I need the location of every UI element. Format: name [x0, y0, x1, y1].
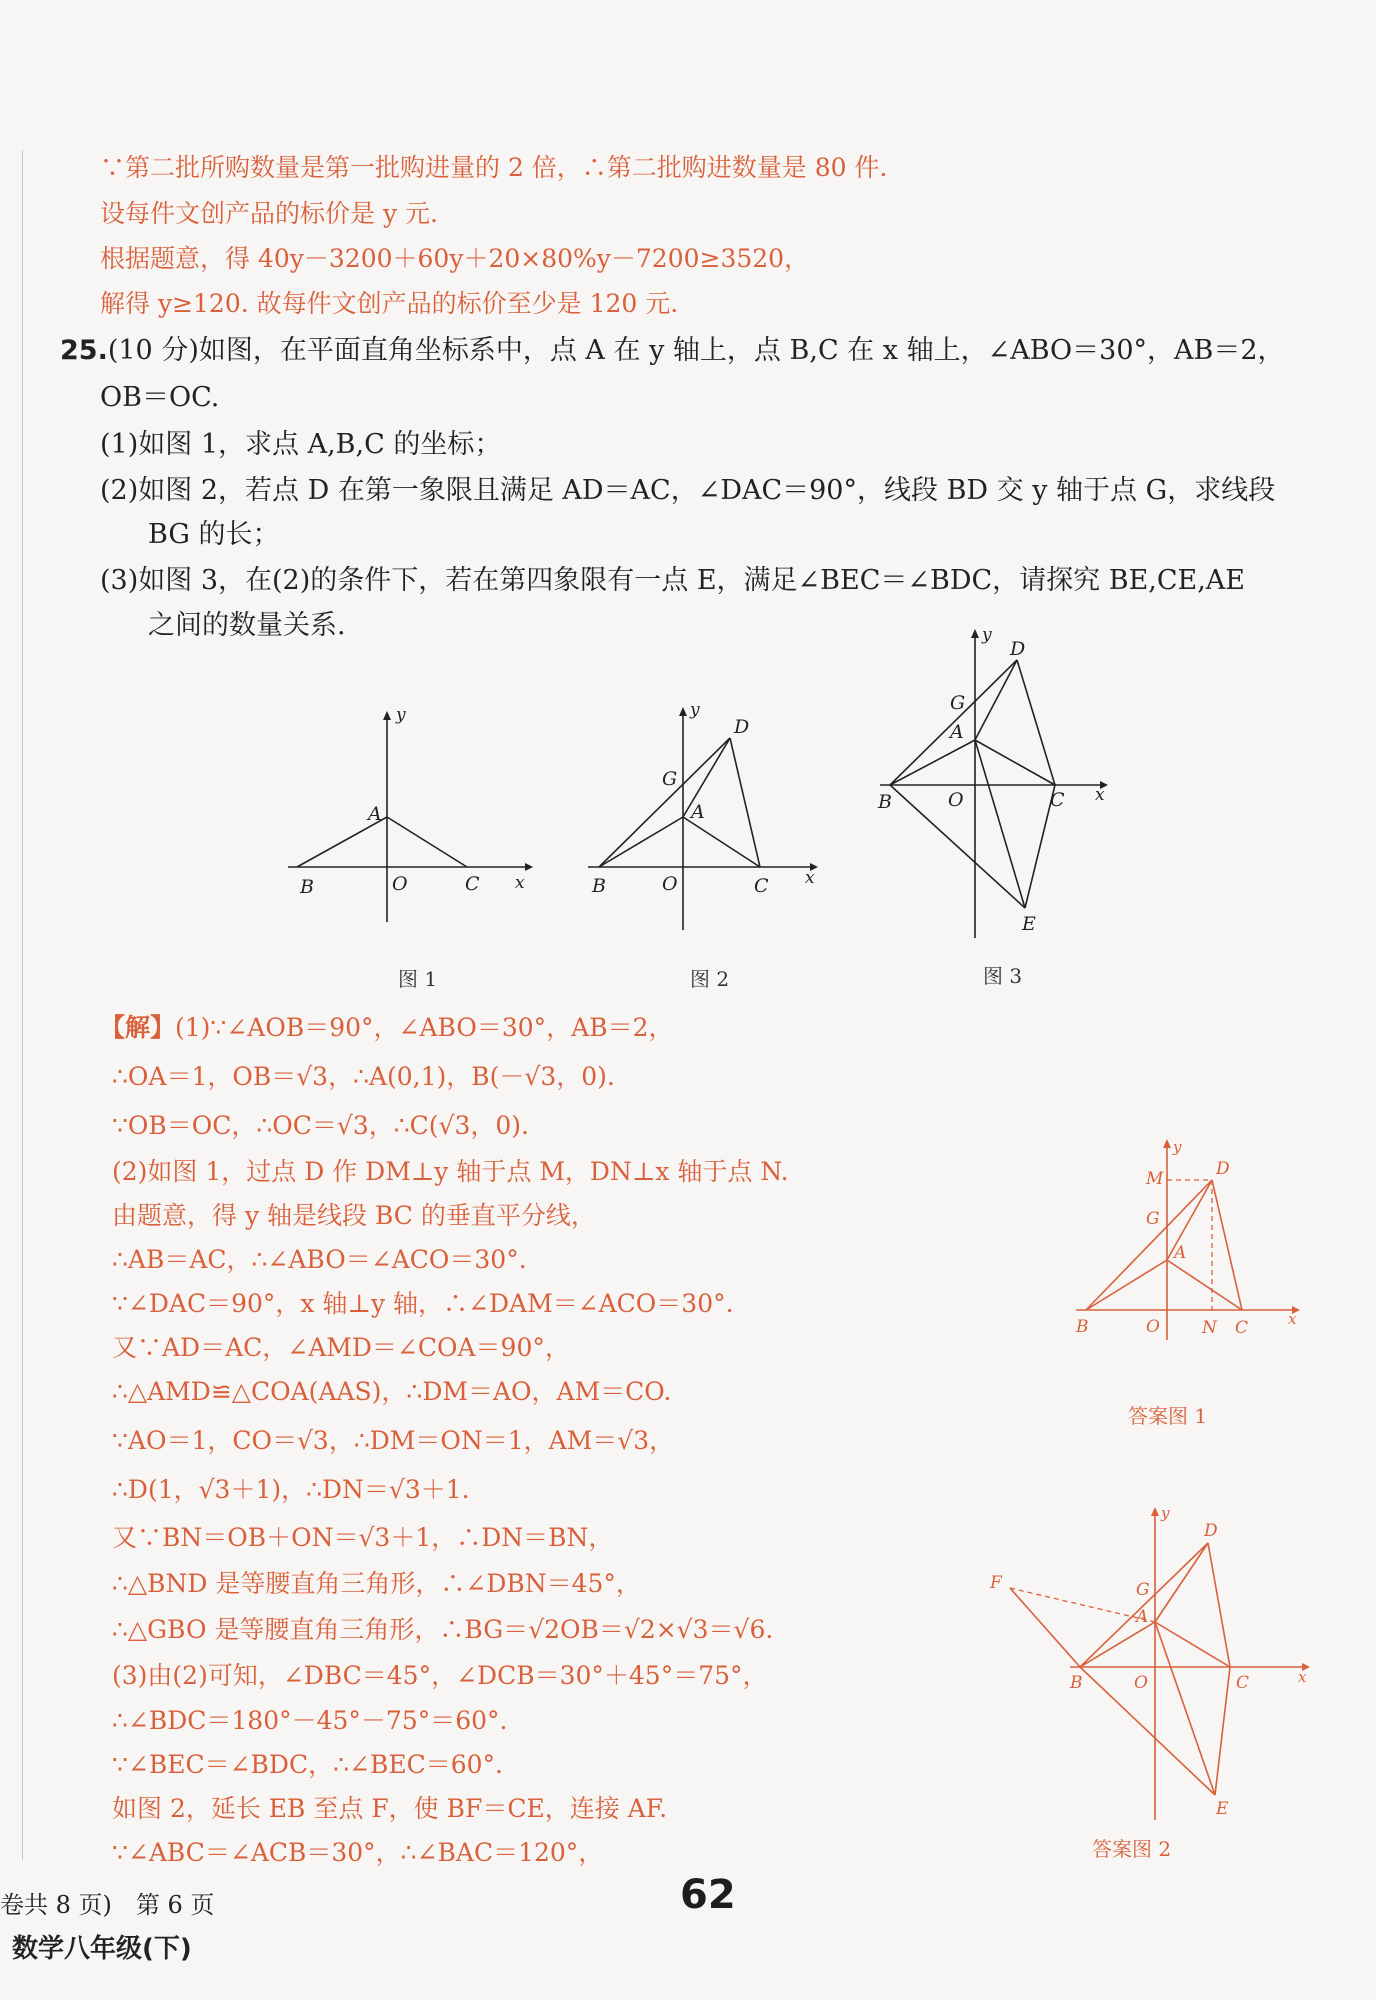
prev-answer-line-4: 解得 y≥120. 故每件文创产品的标价至少是 120 元.: [100, 289, 679, 318]
question-part-1: (1)如图 1，求点 A,B,C 的坐标；: [100, 429, 502, 460]
question-part-2-line-2: BG 的长；: [148, 519, 280, 550]
prev-answer-line-3: 根据题意，得 40y－3200＋60y＋20×80%y－7200≥3520，: [100, 244, 810, 273]
fig2-label-x: x: [805, 868, 815, 888]
solution-line-13: ∴△BND 是等腰直角三角形，∴∠DBN＝45°，: [112, 1569, 641, 1598]
ans2-label-A: A: [1136, 1607, 1149, 1627]
question-number: 25.: [60, 335, 108, 366]
solution-line-11: ∴D(1，√3＋1)，∴DN＝√3＋1.: [112, 1475, 470, 1504]
answer-figure-2: [990, 1504, 1320, 1830]
question-stem-line-1: (10 分)如图，在平面直角坐标系中，点 A 在 y 轴上，点 B,C 在 x 轴上，∠ABO＝30°，AB＝2，: [107, 335, 1285, 366]
answer-figure-1: [1070, 1140, 1310, 1340]
solution-line-6: ∴AB＝AC，∴∠ABO＝∠ACO＝30°.: [112, 1245, 527, 1274]
figure-3: [870, 625, 1120, 948]
ans2-label-D: D: [1204, 1521, 1218, 1541]
ans1-label-M: M: [1146, 1169, 1164, 1189]
ans1-label-D: D: [1216, 1159, 1230, 1179]
ans2-label-F: F: [990, 1573, 1002, 1593]
fig2-label-D: D: [734, 716, 750, 738]
solution-line-17: ∵∠BEC＝∠BDC，∴∠BEC＝60°.: [112, 1750, 503, 1779]
solution-line-5: 由题意，得 y 轴是线段 BC 的垂直平分线，: [112, 1201, 596, 1230]
ans2-label-G: G: [1136, 1580, 1150, 1600]
question-part-2-line-1: (2)如图 2，若点 D 在第一象限且满足 AD＝AC，∠DAC＝90°，线段 BD 交 y 轴于点 G，求线段: [100, 475, 1276, 506]
prev-answer-line-2: 设每件文创产品的标价是 y 元.: [100, 199, 438, 228]
ans2-label-x: x: [1298, 1668, 1307, 1686]
fig1-label-y: y: [396, 705, 406, 725]
solution-line-19: ∵∠ABC＝∠ACB＝30°，∴∠BAC＝120°，: [112, 1838, 604, 1867]
ans1-label-B: B: [1076, 1317, 1089, 1337]
solution-line-2: ∴OA＝1，OB＝√3，∴A(0,1)，B(－√3，0).: [112, 1062, 615, 1091]
solution-line-18: 如图 2，延长 EB 至点 F，使 BF＝CE，连接 AF.: [112, 1794, 668, 1823]
margin-line: [22, 150, 23, 1860]
fig3-label-C: C: [1050, 789, 1065, 811]
solution-line-3: ∵OB＝OC，∴OC＝√3，∴C(√3，0).: [112, 1111, 529, 1140]
fig2-label-A: A: [691, 801, 705, 823]
fig1-label-A: A: [368, 803, 382, 825]
fig3-label-O: O: [948, 789, 964, 811]
figure-1-caption: 图 1: [398, 967, 438, 991]
ans2-label-C: C: [1236, 1673, 1250, 1693]
ans2-label-y: y: [1161, 1504, 1170, 1522]
answer-figure-2-caption: 答案图 2: [1092, 1837, 1172, 1861]
fig1-label-x: x: [515, 873, 525, 893]
figure-3-caption: 图 3: [983, 964, 1023, 988]
ans2-label-E: E: [1216, 1799, 1229, 1819]
question-part-3-line-2: 之间的数量关系.: [148, 610, 346, 641]
ans2-label-B: B: [1070, 1673, 1083, 1693]
solution-bracket: 【解】: [100, 1013, 176, 1042]
page-number: 62: [680, 1872, 736, 1918]
fig3-label-G: G: [950, 692, 966, 714]
fig3-label-A: A: [950, 721, 964, 743]
solution-line-1: [100, 1008, 674, 1044]
ans1-label-x: x: [1288, 1310, 1297, 1328]
fig3-label-B: B: [878, 791, 892, 813]
fig3-label-D: D: [1010, 638, 1026, 660]
ans1-label-A: A: [1174, 1243, 1187, 1263]
ans1-label-O: O: [1146, 1317, 1160, 1337]
question-stem-line-2: OB＝OC.: [100, 382, 220, 413]
footer-page-info: 卷共 8 页) 第 6 页: [0, 1891, 215, 1919]
question-stem: [60, 328, 1285, 367]
solution-line-10: ∵AO＝1，CO＝√3，∴DM＝ON＝1，AM＝√3，: [112, 1426, 675, 1455]
figure-2-caption: 图 2: [690, 967, 730, 991]
figure-1: [280, 700, 540, 900]
fig1-label-O: O: [392, 873, 408, 895]
solution-line-1-text: (1)∵∠AOB＝90°，∠ABO＝30°，AB＝2，: [175, 1013, 674, 1042]
solution-line-16: ∴∠BDC＝180°－45°－75°＝60°.: [112, 1706, 508, 1735]
footer-subject: 数学八年级(下): [12, 1934, 192, 1964]
prev-answer-line-1: ∵第二批所购数量是第一批购进量的 2 倍，∴第二批购进数量是 80 件.: [100, 153, 888, 182]
solution-line-8: 又∵AD＝AC，∠AMD＝∠COA＝90°，: [112, 1333, 570, 1362]
question-part-3-line-1: (3)如图 3，在(2)的条件下，若在第四象限有一点 E，满足∠BEC＝∠BDC，请探究 BE,CE,AE: [100, 565, 1246, 596]
fig1-label-B: B: [300, 876, 314, 898]
solution-line-14: ∴△GBO 是等腰直角三角形，∴BG＝√2OB＝√2×√3＝√6.: [112, 1615, 774, 1644]
fig2-label-B: B: [592, 875, 606, 897]
solution-line-12: 又∵BN＝OB＋ON＝√3＋1，∴DN＝BN，: [112, 1523, 614, 1552]
fig2-label-C: C: [754, 875, 769, 897]
fig1-label-C: C: [465, 873, 480, 895]
solution-line-7: ∵∠DAC＝90°，x 轴⊥y 轴，∴∠DAM＝∠ACO＝30°.: [112, 1289, 734, 1318]
figure-2: [580, 700, 840, 940]
ans1-label-C: C: [1235, 1318, 1249, 1338]
fig2-label-G: G: [662, 768, 678, 790]
fig3-label-x: x: [1095, 785, 1105, 805]
solution-line-9: ∴△AMD≌△COA(AAS)，∴DM＝AO，AM＝CO.: [112, 1377, 672, 1406]
ans1-label-N: N: [1202, 1318, 1217, 1338]
answer-figure-1-caption: 答案图 1: [1128, 1404, 1208, 1428]
solution-line-15: (3)由(2)可知，∠DBC＝45°，∠DCB＝30°＋45°＝75°，: [112, 1661, 768, 1690]
fig3-label-E: E: [1022, 913, 1036, 935]
ans1-label-G: G: [1146, 1209, 1160, 1229]
fig2-label-O: O: [662, 873, 678, 895]
fig2-label-y: y: [690, 700, 700, 720]
ans2-label-O: O: [1134, 1673, 1148, 1693]
fig3-label-y: y: [982, 625, 992, 645]
ans1-label-y: y: [1173, 1138, 1182, 1156]
solution-line-4: (2)如图 1，过点 D 作 DM⊥y 轴于点 M，DN⊥x 轴于点 N.: [112, 1157, 789, 1186]
